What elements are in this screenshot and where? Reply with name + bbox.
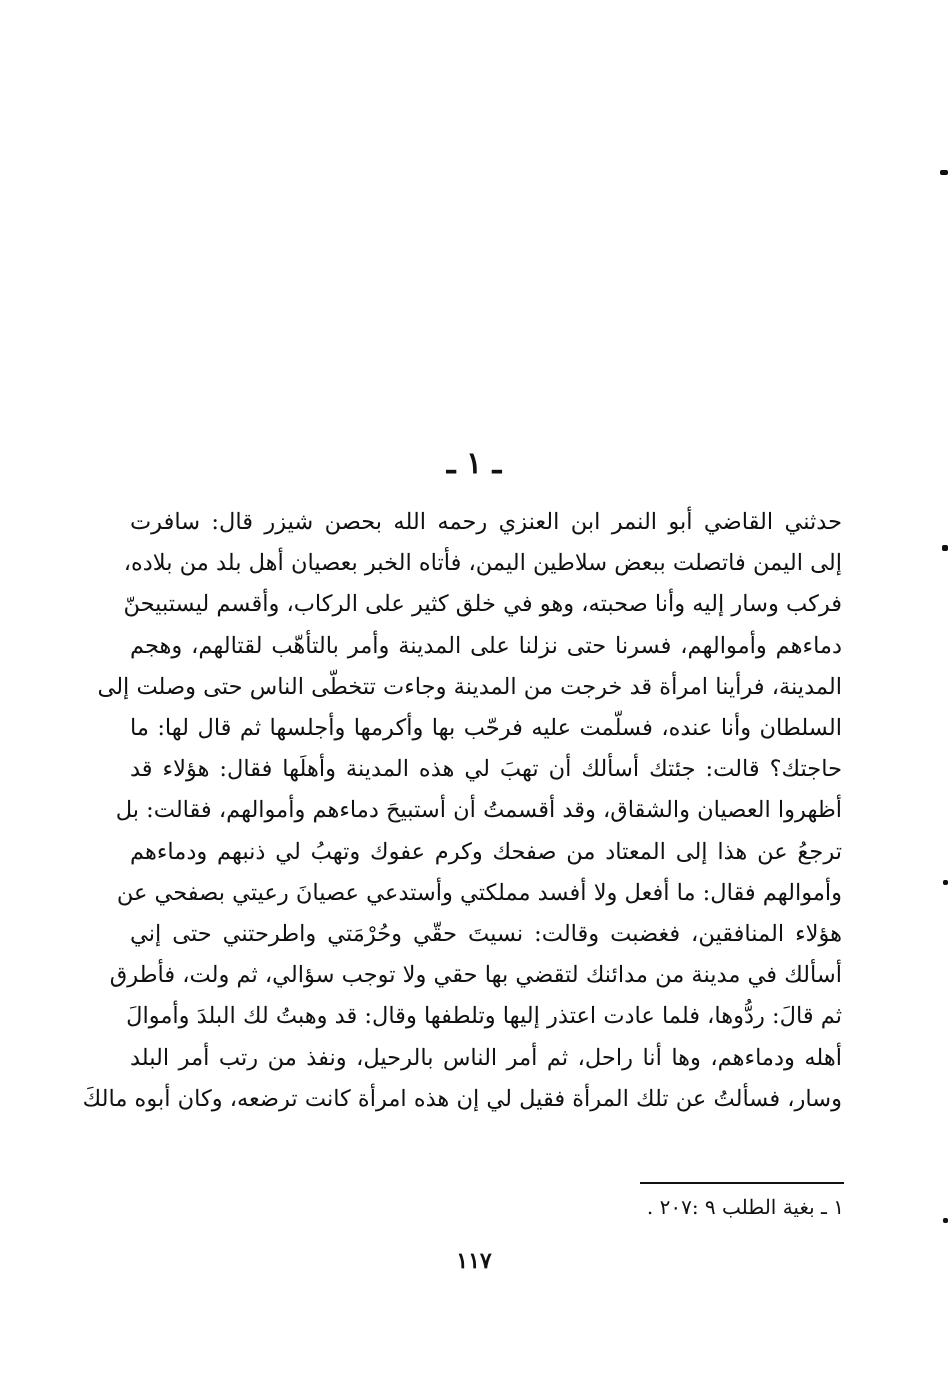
text-line: أهله ودماءهم، وها أنا راحل، ثم أمر الناس بالرحيل، ونفذ من رتب أمر البلد: [130, 1044, 842, 1071]
text-line: فركب وسار إليه وأنا صحبته، وهو في خلق كثير على الركاب، وأقسم ليستبيحنّ: [123, 591, 842, 618]
scan-edge-mark: [940, 170, 948, 175]
text-line: دماءهم وأموالهم، فسرنا حتى نزلنا على المدينة وأمر بالتأهّب لقتالهم، وهجم: [130, 632, 842, 659]
text-line: هؤلاء المنافقين، فغضبت وقالت: نسيتَ حقّي وحُرْمَتي واطرحتني حتى إني: [130, 921, 842, 948]
text-line: أظهروا العصيان والشقاق، وقد أقسمتُ أن أستبيحَ دماءهم وأموالهم، فقالت: بل: [115, 797, 842, 824]
section-number: ـ ١ ـ: [446, 446, 502, 481]
text-line: ترجعُ عن هذا إلى المعتاد من صفحك وكرم عفوك وتهبُ لي ذنبهم ودماءهم: [130, 838, 842, 865]
scan-edge-mark: [942, 545, 948, 551]
text-line: المدينة، فرأينا امرأة قد خرجت من المدينة وجاءت تتخطّى الناس حتى وصلت إلى: [97, 673, 842, 700]
text-line: حاجتك؟ قالت: جئتك أسألك أن تهبَ لي هذه المدينة وأهلَها فقال: هؤلاء قد: [130, 756, 842, 783]
text-line: حدثني القاضي أبو النمر ابن العنزي رحمه الله بحصن شيزر قال: سافرت: [130, 509, 842, 535]
footnote-divider: [640, 1182, 844, 1184]
scan-edge-mark: [943, 1218, 948, 1223]
text-line: أسألك في مدينة من مدائنك لتقضي بها حقي ولا توجب سؤالي، ثم ولت، فأطرق: [109, 962, 842, 989]
body-text: [82, 502, 842, 1120]
text-line: السلطان وأنا عنده، فسلّمت عليه فرحّب بها وأكرمها وأجلسها ثم قال لها: ما: [130, 715, 842, 742]
footnote: ١ ـ بغية الطلب ٩ :٢٠٧ .: [646, 1195, 844, 1219]
scan-edge-mark: [943, 880, 948, 885]
text-line: وسار، فسألتُ عن تلك المرأة فقيل لي إن هذه امرأة كانت ترضعه، وكان أبوه مالكَ: [82, 1085, 842, 1112]
page-number: ١١٧: [456, 1248, 492, 1274]
text-line: ثم قالَ: ردُّوها، فلما عادت اعتذر إليها وتلطفها وقال: قد وهبتُ لك البلدَ وأموالَ: [126, 1003, 842, 1030]
text-line: إلى اليمن فاتصلت ببعض سلاطين اليمن، فأتاه الخبر بعصيان أهل بلد من بلاده،: [123, 550, 842, 577]
text-line: وأموالهم فقال: ما أفعل ولا أفسد مملكتي وأستدعي عصيانَ رعيتي بصفحي عن: [116, 879, 842, 906]
